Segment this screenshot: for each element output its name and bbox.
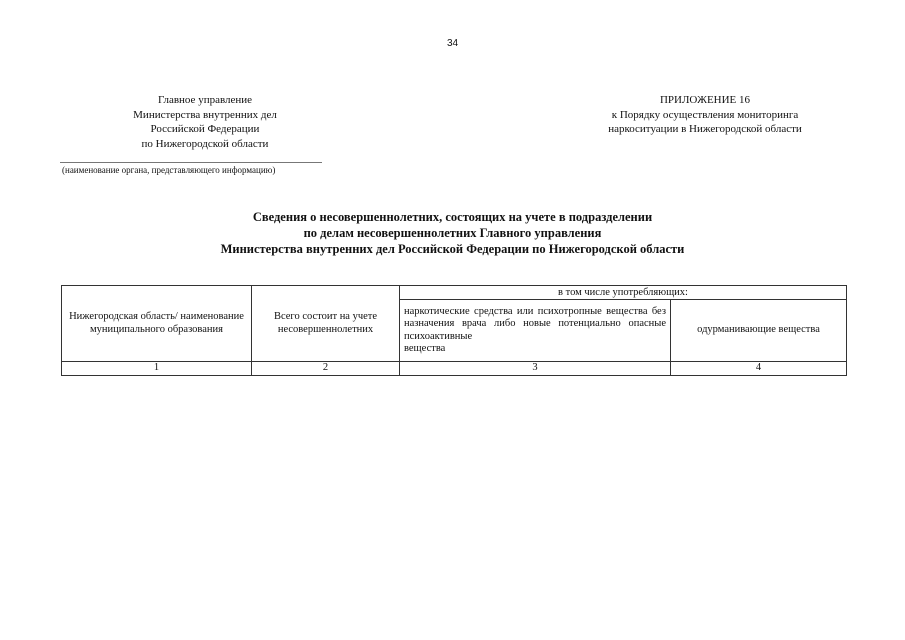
appendix-block [570, 93, 840, 137]
column-header-narcotics-last-line: вещества [404, 343, 446, 354]
organization-line: Министерства внутренних дел [133, 108, 277, 121]
organization-line: по Нижегородской области [141, 137, 269, 150]
column-header-narcotics [400, 300, 671, 362]
column-header-narcotics-text: наркотические средства или психотропные вещества без назначения врача либо новые потенциально опасные психоактивные [404, 305, 666, 342]
organization-line: Российской Федерации [150, 123, 260, 135]
column-number: 2 [252, 362, 400, 376]
document-title-line: по делам несовершеннолетних Главного управления [303, 226, 602, 240]
document-title-line: Министерства внутренних дел Российской Федерации по Нижегородской области [220, 242, 685, 256]
appendix-line: к Порядку осуществления мониторинга [611, 108, 799, 121]
column-number-row [62, 362, 847, 376]
appendix-line: наркоситуации в Нижегородской области [608, 123, 802, 135]
column-header-total: Всего состоит на учете несовершеннолетних [252, 286, 400, 362]
document-title-line: Сведения о несовершеннолетних, состоящих на учете в подразделении [252, 210, 653, 224]
column-number: 1 [62, 362, 252, 376]
column-header-intoxicants: одурманивающие вещества [671, 300, 847, 362]
organization-line: Главное управление [157, 94, 253, 106]
organization-name-block [60, 93, 350, 151]
organization-caption: (наименование органа, представляющего информацию) [62, 165, 276, 175]
page-number: 34 [446, 38, 459, 49]
column-number: 4 [671, 362, 847, 376]
organization-underline [60, 162, 322, 163]
document-title [0, 209, 905, 257]
column-header-region: Нижегородская область/ наименование муниципального образования [62, 286, 252, 362]
report-table [61, 285, 847, 376]
column-number: 3 [400, 362, 671, 376]
organization-signature-area [60, 162, 322, 176]
table-header-row [62, 286, 847, 300]
appendix-label: ПРИЛОЖЕНИЕ 16 [659, 94, 751, 106]
column-group-header-users: в том числе употребляющих: [400, 286, 847, 300]
